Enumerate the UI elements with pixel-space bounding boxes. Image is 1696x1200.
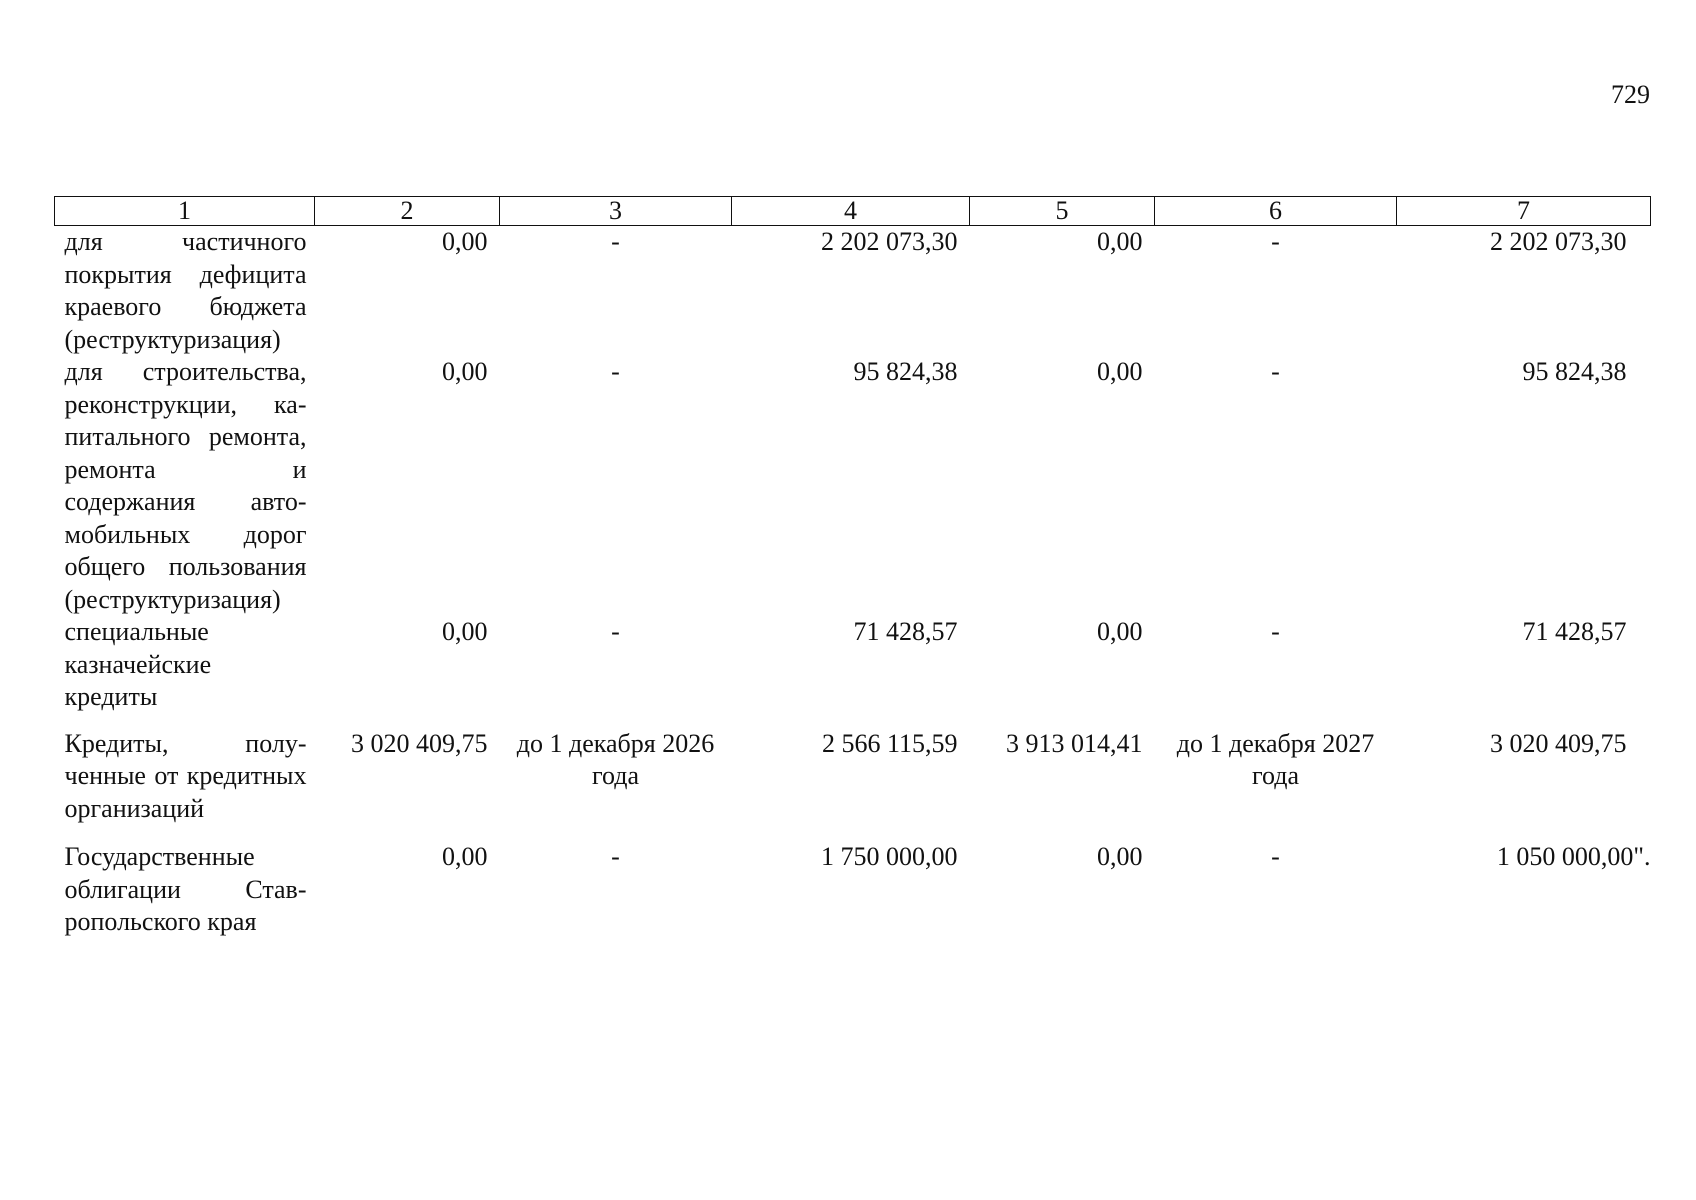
table-body [55, 226, 1651, 939]
header-col-5: 5 [970, 197, 1155, 226]
cell-col-5: 3 913 014,41 [1006, 728, 1143, 758]
cell-col-4: 95 824,38 [853, 357, 958, 386]
table-header [55, 197, 1651, 226]
table-row [55, 356, 1651, 616]
table-row [55, 728, 1651, 842]
cell-col-3: - [611, 227, 620, 256]
cell-col-2: 0,00 [442, 617, 488, 646]
header-col-2: 2 [315, 197, 500, 226]
cell-col-4: 2 566 115,59 [821, 728, 958, 758]
header-col-1: 1 [55, 197, 315, 226]
cell-col-6: - [1271, 842, 1280, 871]
cell-col-7: 3 020 409,75 [1490, 728, 1627, 758]
cell-col-4: 2 202 073,30 [821, 227, 958, 256]
cell-col-3: - [611, 617, 620, 646]
cell-col-7: 1 050 000,00". [1496, 842, 1651, 871]
row-label: специальные казначейские кредиты [64, 617, 212, 711]
debt-table [54, 196, 1651, 939]
table-row [55, 841, 1651, 939]
row-label: Кредиты, полученные от кредитных организаций [64, 728, 307, 823]
header-col-6: 6 [1155, 197, 1397, 226]
page-number: 729 [1611, 80, 1650, 109]
cell-col-2: 3 020 409,75 [351, 728, 488, 758]
table-row [55, 226, 1651, 357]
row-label: Государственные облигации Ставропольского края [64, 842, 307, 936]
cell-col-6: - [1271, 357, 1280, 386]
cell-col-7: 71 428,57 [1522, 617, 1627, 646]
cell-col-5: 0,00 [1097, 357, 1143, 386]
cell-col-6: до 1 декабря 2027 года [1176, 728, 1375, 790]
header-row [55, 197, 1651, 226]
cell-col-7: 95 824,38 [1522, 357, 1627, 386]
cell-col-6: - [1271, 617, 1280, 646]
row-label: для частичного покрытия дефицита краевого бюджета (реструктуризация) [64, 227, 307, 354]
cell-col-4: 1 750 000,00 [821, 842, 958, 871]
cell-col-3: до 1 декабря 2026 года [516, 728, 715, 790]
header-col-4: 4 [732, 197, 970, 226]
cell-col-2: 0,00 [442, 227, 488, 256]
header-col-3: 3 [500, 197, 732, 226]
cell-col-2: 0,00 [442, 842, 488, 871]
header-col-7: 7 [1397, 197, 1651, 226]
cell-col-3: - [611, 357, 620, 386]
row-label: для строительства, реконструкции, капитального ремонта, ремонта и содержания автомобильных дорог общего пользования (реструктуризация) [64, 357, 307, 614]
table-row [55, 616, 1651, 728]
cell-col-2: 0,00 [442, 357, 488, 386]
cell-col-5: 0,00 [1097, 842, 1143, 871]
cell-col-5: 0,00 [1097, 227, 1143, 256]
cell-col-3: - [611, 842, 620, 871]
cell-col-7: 2 202 073,30 [1490, 227, 1627, 256]
cell-col-6: - [1271, 227, 1280, 256]
cell-col-5: 0,00 [1097, 617, 1143, 646]
cell-col-4: 71 428,57 [853, 617, 958, 646]
